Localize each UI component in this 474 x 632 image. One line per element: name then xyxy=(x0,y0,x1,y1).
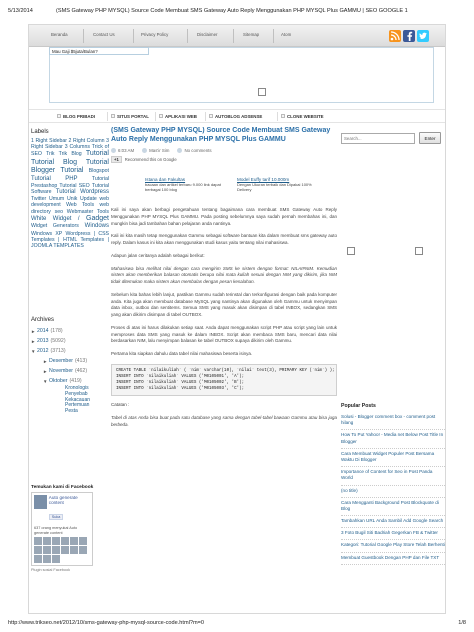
popular-post-link[interactable]: Kategori: Tutorial Google Play Store Telah Berhenti xyxy=(341,540,445,552)
print-header xyxy=(0,0,474,20)
right-sidebar xyxy=(341,127,445,613)
label-cloud xyxy=(31,138,109,249)
label-link[interactable]: Windows XP xyxy=(31,230,66,237)
print-page-number: 1/8 xyxy=(458,620,466,626)
note-label: Catatan : xyxy=(111,402,130,408)
fan-avatar[interactable] xyxy=(70,537,78,545)
archive-count: (3713) xyxy=(50,348,66,354)
archive-count: (178) xyxy=(50,328,63,334)
archive-month-link[interactable]: November xyxy=(49,368,73,374)
menu-divider xyxy=(107,112,108,121)
nav-atom[interactable]: Atom xyxy=(281,32,292,37)
expand-arrow-icon[interactable]: ► xyxy=(43,368,48,374)
menu-divider xyxy=(155,112,156,121)
sql-code-block xyxy=(111,364,337,396)
print-url: http://www.trikseo.net/2012/10/sms-gateway-php-mysql-source-code.html?m=0 xyxy=(8,620,205,626)
page-avatar[interactable] xyxy=(34,495,47,509)
nav-disclaimer[interactable]: Disclaimer xyxy=(197,32,218,37)
label-link[interactable]: Trick of SEO xyxy=(31,144,110,158)
nav-divider xyxy=(187,29,188,43)
facebook-plugin-note: Plugin sosial Facebook xyxy=(31,568,71,573)
label-link[interactable]: Tutorial SEO xyxy=(59,182,92,189)
label-link[interactable]: Tutorial PHP xyxy=(31,175,92,182)
archive-year-link[interactable]: 2013 xyxy=(37,338,49,344)
label-link[interactable]: HTML Templates | xyxy=(63,236,109,243)
collapse-arrow-icon[interactable]: ▼ xyxy=(43,378,48,384)
fan-avatar[interactable] xyxy=(34,537,42,545)
fan-avatar[interactable] xyxy=(43,537,51,545)
label-link[interactable]: Update xyxy=(80,196,100,203)
menu-bullet-icon xyxy=(159,114,163,118)
code-line: INSERT INTO `nilaikuliah` VALUES ('M0105002', 'B'); xyxy=(116,380,245,385)
nav-privacy-policy[interactable]: Privacy Policy xyxy=(141,32,169,37)
label-link[interactable]: 2 Right xyxy=(68,138,87,144)
label-link[interactable]: White Widget / xyxy=(31,215,87,222)
menu-bullet-icon xyxy=(57,114,61,118)
popular-posts-widget xyxy=(341,403,445,565)
post-paragraph: Sebelum kita bahas lebih lanjut, pastikan Gammu sudah terinstal dan terkonfigurasi dengan baik pada komputer anda. Kita juga akan membuat database MySQL yang nantinya akan digunakan oleh Gammu untuk menyimpan data inbox, outbox dan sentitems. Semua SMS yang masuk akan disimpan di tabel INBOX, sedangkan SMS yang akan dikirim disimpan di tabel OUTBOX. xyxy=(111,291,337,317)
popular-post-link[interactable]: (no title) xyxy=(341,486,445,498)
label-link[interactable]: Widget xyxy=(31,223,53,230)
fan-avatar[interactable] xyxy=(43,555,51,563)
fan-avatar[interactable] xyxy=(70,546,78,554)
archive-post-link[interactable]: Pertemuan xyxy=(65,402,90,409)
category-menu xyxy=(29,109,446,123)
archive-year-link[interactable]: 2014 xyxy=(37,328,49,334)
print-date: 5/13/2014 xyxy=(8,8,33,14)
code-line: CREATE TABLE `nilaikuliah` ( `nim` varchar(10), `nilai` text(3), PRIMARY KEY (`nim`) ); xyxy=(116,368,335,373)
archive-count: (419) xyxy=(69,378,82,384)
label-link[interactable]: 3 Columns xyxy=(64,144,92,151)
nav-divider xyxy=(233,29,234,43)
archive-month-link[interactable]: Desember xyxy=(49,358,73,364)
post-meta xyxy=(111,148,337,153)
popular-post-link[interactable]: 3 Foto Bugil Siti Badriah Gegerkan FB & Twitter xyxy=(341,528,445,540)
label-link[interactable]: 3 Right Sidebar xyxy=(31,138,109,151)
menu-bullet-icon xyxy=(281,114,285,118)
facebook-widget xyxy=(31,485,109,595)
popular-post-link[interactable]: Membuat Guestbook Dengan PHP dan File TXT xyxy=(341,553,445,565)
label-link[interactable]: Tutorial Software xyxy=(31,182,109,196)
post-paragraph: Proses di atas ini harus dilakukan setiap saat. Anda dapat menggunakan script PHP atau script yang lain untuk memproses data SMS yang masuk ke dalam INBOX. Script akan membaca SMS baru, mencari data nilai berdasarkan NIM, lalu menyimpan balasan ke tabel OUTBOX supaya dikirim oleh Gammu. xyxy=(111,324,337,344)
clock-icon xyxy=(111,148,116,153)
archive-post-link[interactable]: Kekacauan xyxy=(65,396,91,403)
label-link[interactable]: Twitter xyxy=(31,196,49,203)
archive-year[interactable] xyxy=(31,336,109,346)
fan-avatar[interactable] xyxy=(43,546,51,554)
category-clone-website[interactable]: CLONE WEBSITE xyxy=(287,114,324,119)
archives-widget xyxy=(31,317,109,415)
label-link[interactable]: 1 Right Sidebar xyxy=(31,138,69,144)
collapse-arrow-icon[interactable]: ▼ xyxy=(31,348,36,354)
menu-bullet-icon xyxy=(209,114,213,118)
archive-count: (5092) xyxy=(50,338,66,344)
google-plus-button[interactable]: +1 xyxy=(111,156,122,163)
label-link[interactable]: Tutorial Prestashop xyxy=(31,175,109,189)
header-ad-link[interactable]: Mau Gaji $5juta/Bulan? xyxy=(49,47,149,55)
popular-post-link[interactable]: Solusi - Blogger comment box - comment post hilang xyxy=(341,412,445,430)
label-link[interactable]: Generators xyxy=(52,223,85,230)
label-link[interactable]: web development xyxy=(31,196,110,209)
nav-contact-us[interactable]: Contact Us xyxy=(93,32,115,37)
expand-arrow-icon[interactable]: ► xyxy=(31,338,36,344)
post-paragraph: Kali ini kita masih tetap menggunakan Gammu sebagai software bantuan kita dalam membuat sms gateway auto reply. Dalam kasus ini kita akan menggunakan studi kasus yaitu tentang nilai mahasiswa. xyxy=(111,233,337,245)
label-link[interactable]: Trik xyxy=(58,151,72,158)
popular-posts-heading: Popular Posts xyxy=(341,403,376,409)
ad-title[interactable]: Model Euffy tarif 10.000m xyxy=(237,177,290,182)
post-paragraph: Kali ini saya akan berbagi pengetahuan tentang bagaimana cara membuat SMS Gateway Auto Reply Menggunakan PHP MYSQL Plus GAMMU. Pada posting sebelumnya saya sudah pernah membahas ini, dan mungkin bisa jadi tambahan bahan pelajaran anda nantinya. xyxy=(111,207,337,226)
ad-text: bacaan dan artikel terbaru 9.000 link dapat berbagai 100 blog xyxy=(145,182,221,192)
label-link[interactable]: Tutorial Blog xyxy=(31,158,86,166)
main-content xyxy=(111,127,337,613)
facebook-like-button[interactable]: Suka xyxy=(49,514,64,520)
popular-post-link[interactable]: Cara Membuat Widget Populer Post Bersama Waktu Di Blogger xyxy=(341,449,445,467)
code-line: INSERT INTO `nilaikuliah` VALUES ('M0105001', 'A'); xyxy=(116,374,245,379)
expand-arrow-icon[interactable]: ► xyxy=(43,358,48,364)
facebook-fan-faces xyxy=(34,537,90,563)
user-icon xyxy=(142,148,147,153)
ad-item[interactable] xyxy=(237,177,323,201)
fan-avatar[interactable] xyxy=(61,546,69,554)
adsense-unit xyxy=(145,177,323,201)
label-link[interactable]: Unik xyxy=(66,196,81,203)
post-paragraph: Mahasiswa bisa melihat nilai dengan cara mengirim SMS ke sistem dengan format: NILAI#NIM. Kemudian sistem akan memberikan balasan otomatis berupa nilai mata kuliah sesuai dengan NIM yang dikirim, jika NIM tidak ditemukan maka sistem akan membalas dengan pesan kesalahan. xyxy=(111,265,337,284)
twitter-icon[interactable] xyxy=(417,30,429,42)
comment-icon xyxy=(177,148,182,153)
nav-beranda[interactable]: Beranda xyxy=(51,32,68,37)
fan-avatar[interactable] xyxy=(52,546,60,554)
archive-month-link[interactable]: Oktober xyxy=(49,378,68,384)
post-title[interactable]: (SMS Gateway PHP MYSQL) Source Code Membuat SMS Gateway Auto Reply Menggunakan PHP MYSQL Plus GAMMU xyxy=(111,127,331,143)
popular-post-link[interactable]: Cara Mengganti Background Post Blockquote di Blog xyxy=(341,498,445,516)
label-link[interactable]: Web Tools xyxy=(66,202,100,209)
broken-image-icon xyxy=(258,88,266,96)
archive-year-link[interactable]: 2012 xyxy=(37,348,49,354)
archive-year[interactable] xyxy=(31,326,109,336)
fan-avatar[interactable] xyxy=(34,546,42,554)
facebook-widget-title: Temukan kami di Facebook xyxy=(31,485,94,490)
note-text: Tabel di atas Anda bisa buat pada satu database yang sama dengan tabel-tabel bawaan Gammu atau bisa juga berbeda. xyxy=(111,414,337,427)
fan-avatar[interactable] xyxy=(52,555,60,563)
archive-month[interactable] xyxy=(31,356,109,366)
broken-image-icon xyxy=(415,247,423,255)
label-link[interactable]: Trik xyxy=(46,151,59,158)
popular-post-link[interactable]: Importance of Content for Seo in Post Panda World xyxy=(341,467,445,485)
facebook-icon[interactable] xyxy=(403,30,415,42)
label-link[interactable]: web directory seo xyxy=(31,202,109,215)
label-link[interactable]: Column xyxy=(86,138,107,144)
archive-month[interactable] xyxy=(31,366,109,376)
post-paragraph: Adapun jalan ceritanya adalah sebagai berikut: xyxy=(111,252,205,258)
post-time: 6:03 AM xyxy=(111,148,134,153)
print-title: (SMS Gateway PHP MYSQL) Source Code Membuat SMS Gateway Auto Reply Menggunakan PHP MYSQL Plus GAMMU | SEO GOOGLE 1 xyxy=(56,8,408,14)
label-link[interactable]: Tutorial xyxy=(60,167,89,175)
category-blog-pribadi[interactable]: BLOG PRIBADI xyxy=(63,114,95,119)
google-plus-widget xyxy=(111,156,337,163)
google-plus-text: Recommend this on Google xyxy=(124,156,177,162)
nav-divider xyxy=(83,29,84,43)
web-page xyxy=(28,24,446,614)
fan-avatar[interactable] xyxy=(52,537,60,545)
label-link[interactable]: CSS Templates | xyxy=(31,230,109,243)
post-paragraph: Pertama kita siapkan dahulu data tabel nilai mahasiswa beserta isinya. xyxy=(111,351,253,356)
label-link[interactable]: Blogspot xyxy=(88,168,109,175)
archive-count: (413) xyxy=(74,358,88,364)
menu-divider xyxy=(277,112,278,121)
archive-post-link[interactable]: Penyebab xyxy=(65,390,88,397)
label-link[interactable]: Tutorial Wordpress xyxy=(55,189,109,196)
popular-post-link[interactable]: How To Put Yahoo! - Media net Below Post Title In Blogger xyxy=(341,430,445,448)
label-link[interactable]: Webmaster Tools xyxy=(66,208,110,215)
nav-sitemap[interactable]: Sitemap xyxy=(243,32,260,37)
archive-count: (462) xyxy=(74,368,88,374)
fan-avatar[interactable] xyxy=(79,537,87,545)
sidebar-search-input[interactable] xyxy=(341,133,415,144)
facebook-like-count: 637 orang menyukai Auto generate content xyxy=(34,526,78,535)
label-link[interactable]: Umum xyxy=(48,196,67,203)
archive-year[interactable] xyxy=(31,346,109,356)
post-body xyxy=(111,207,337,434)
label-link[interactable]: Blog xyxy=(71,151,86,158)
category-autoblog-adsense[interactable]: AUTOBLOG ADSENSE xyxy=(215,114,263,119)
ad-text: Dengan Ukuran terbaik dan Dipakai 100% Delivery xyxy=(237,182,312,192)
label-link[interactable]: Windows xyxy=(84,223,109,230)
post-author[interactable]: Mas'ir Sim xyxy=(142,148,169,153)
facebook-page-name[interactable]: Auto generate content xyxy=(48,495,78,506)
label-link[interactable]: Wordpress | xyxy=(65,230,99,237)
label-link[interactable]: JOOMLA TEMPLATES xyxy=(31,243,84,249)
archives-heading: Archives xyxy=(31,317,55,323)
ad-title[interactable]: Istana dan Fakultas xyxy=(145,177,186,182)
labels-heading: Labels xyxy=(31,129,49,135)
nav-divider xyxy=(133,29,134,43)
archive-post-link[interactable]: Kronologis xyxy=(65,385,89,391)
category-aplikasi-web[interactable]: APLIKASI WEB xyxy=(165,114,197,119)
archive-post-link[interactable]: Pesta xyxy=(65,408,78,414)
menu-bullet-icon xyxy=(111,114,115,118)
facebook-like-box xyxy=(31,492,93,566)
menu-divider xyxy=(205,112,206,121)
post-comments[interactable]: No comments xyxy=(177,148,211,153)
label-link[interactable]: Gadget xyxy=(86,214,109,222)
fan-avatar[interactable] xyxy=(61,537,69,545)
header-banner xyxy=(49,47,434,103)
rss-icon[interactable] xyxy=(389,30,401,42)
label-link[interactable]: Tutorial xyxy=(85,150,109,158)
broken-image-icon xyxy=(347,247,355,255)
fan-avatar[interactable] xyxy=(34,555,42,563)
popular-post-link[interactable]: Tambahkan URL Anda Sambil Add Google Search xyxy=(341,516,445,528)
left-sidebar xyxy=(31,127,109,613)
category-situs-portal[interactable]: SITUS PORTAL xyxy=(117,114,149,119)
fan-avatar[interactable] xyxy=(79,546,87,554)
ad-item[interactable] xyxy=(145,177,231,201)
expand-arrow-icon[interactable]: ► xyxy=(31,328,36,334)
nav-divider xyxy=(273,29,274,43)
top-navigation xyxy=(29,25,446,47)
code-line: INSERT INTO `nilaikuliah` VALUES ('M0105003', 'C'); xyxy=(116,387,245,392)
search-enter-button[interactable]: Enter xyxy=(419,132,441,144)
label-link[interactable]: Tutorial Blogger xyxy=(31,158,109,175)
